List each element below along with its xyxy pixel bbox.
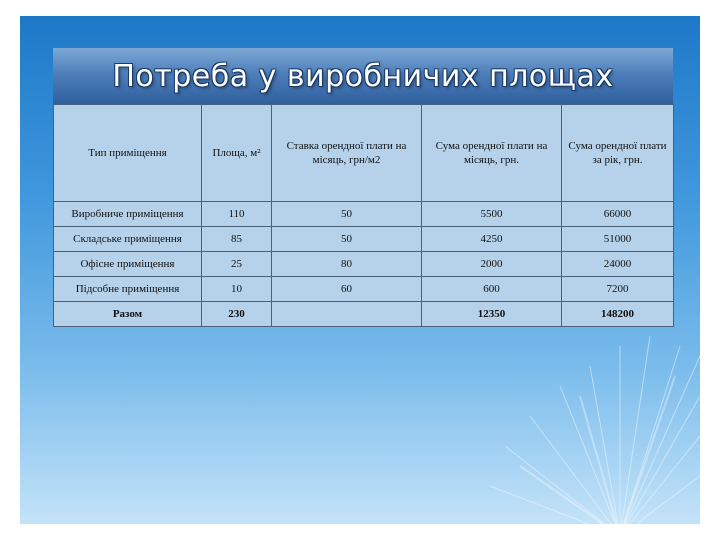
table-header-row <box>54 105 674 202</box>
cell-total-rate <box>272 302 422 327</box>
cell-monthly-sum: 5500 <box>422 202 562 227</box>
slide <box>20 16 700 524</box>
cell-room-type: Підсобне приміщення <box>54 277 202 302</box>
cell-area: 110 <box>202 202 272 227</box>
production-space-table <box>53 104 674 327</box>
cell-monthly-sum: 2000 <box>422 252 562 277</box>
cell-area: 85 <box>202 227 272 252</box>
table-row <box>54 252 674 277</box>
table-row <box>54 227 674 252</box>
header-room-type: Тип приміщення <box>54 105 202 202</box>
cell-area: 25 <box>202 252 272 277</box>
cell-monthly-rate: 50 <box>272 202 422 227</box>
title-bar <box>53 48 673 104</box>
header-monthly-rate: Ставка орендної плати на місяць, грн/м2 <box>272 105 422 202</box>
cell-monthly-rate: 50 <box>272 227 422 252</box>
cell-yearly-sum: 7200 <box>562 277 674 302</box>
cell-total-area: 230 <box>202 302 272 327</box>
header-yearly-sum: Сума орендної плати за рік, грн. <box>562 105 674 202</box>
cell-monthly-sum: 600 <box>422 277 562 302</box>
header-monthly-sum: Сума орендної плати на місяць, грн. <box>422 105 562 202</box>
cell-yearly-sum: 51000 <box>562 227 674 252</box>
table-row <box>54 202 674 227</box>
cell-monthly-rate: 80 <box>272 252 422 277</box>
cell-total-yearly-sum: 148200 <box>562 302 674 327</box>
cell-room-type: Виробниче приміщення <box>54 202 202 227</box>
cell-area: 10 <box>202 277 272 302</box>
cell-room-type: Офісне приміщення <box>54 252 202 277</box>
cell-room-type: Складське приміщення <box>54 227 202 252</box>
cell-monthly-sum: 4250 <box>422 227 562 252</box>
cell-yearly-sum: 66000 <box>562 202 674 227</box>
cell-monthly-rate: 60 <box>272 277 422 302</box>
table-row <box>54 277 674 302</box>
cell-yearly-sum: 24000 <box>562 252 674 277</box>
header-area: Площа, м² <box>202 105 272 202</box>
table-total-row <box>54 302 674 327</box>
cell-total-label: Разом <box>54 302 202 327</box>
cell-total-monthly-sum: 12350 <box>422 302 562 327</box>
page-title: Потреба у виробничих площах <box>112 58 614 94</box>
